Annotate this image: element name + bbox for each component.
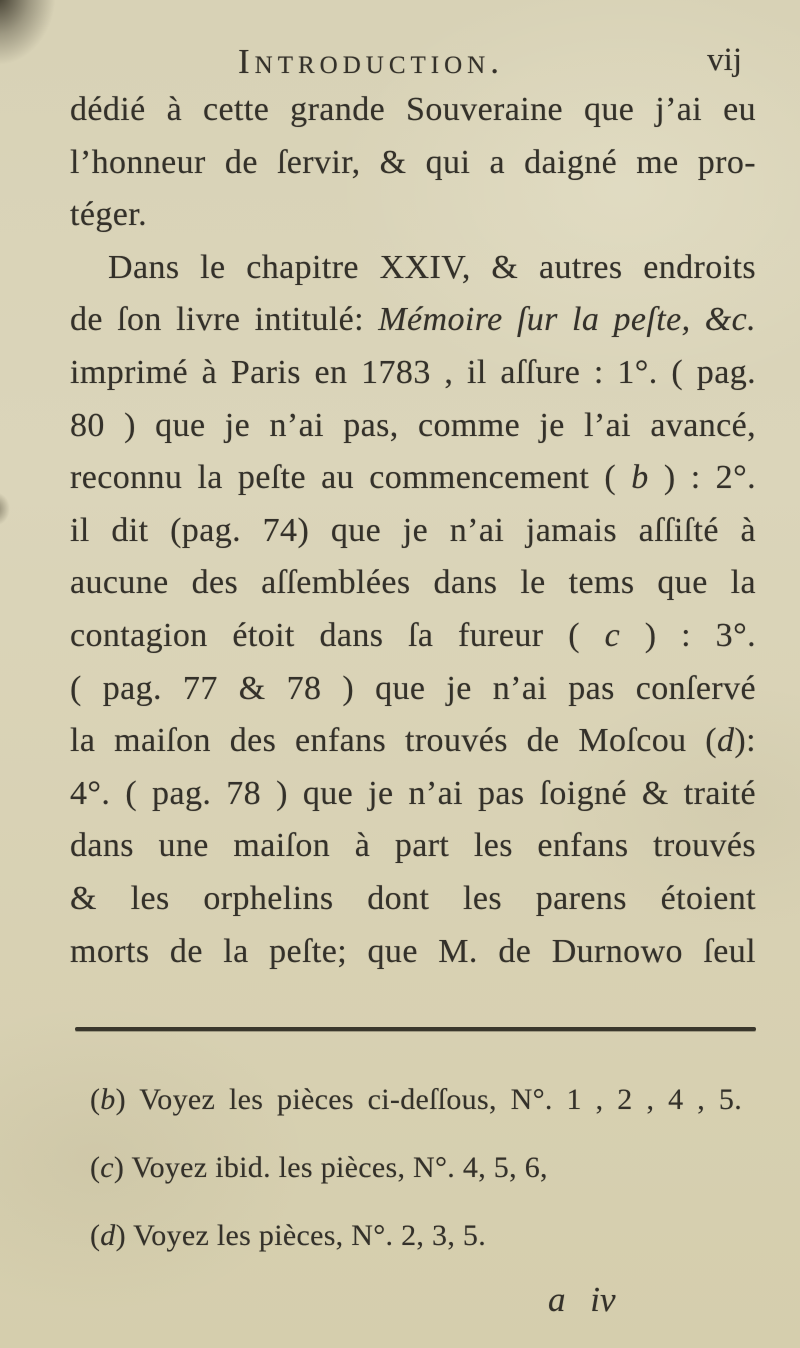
text-segment: ( pag. 77 & 78 ) que je n’ai pas conſervé [70,669,756,707]
footnotes [90,1066,742,1270]
page-header-title: Introduction. [238,42,504,81]
corner-stain [0,0,58,68]
body-line [70,242,756,295]
text-segment: aucune des aſſemblées dans le tems que la [70,564,756,602]
text-segment: il dit (pag. 74) que je n’ai jamais aſſiſté à [70,511,756,549]
italic-text-segment: b [100,1083,116,1116]
text-segment: de ſon livre intitulé: [70,301,379,339]
body-line [70,557,756,610]
text-segment: ) : 2°. [648,459,756,497]
body-line [70,768,756,821]
footnote [90,1202,742,1270]
footnote-rule [75,1027,756,1031]
body-line [70,400,756,453]
text-segment: ( [90,1083,101,1116]
body-line [70,294,756,347]
body-line [70,189,756,242]
text-segment: ) Voyez ibid. les pièces, N°. 4, 5, 6, [113,1151,548,1184]
italic-text-segment: d [717,722,735,760]
body-line [70,715,756,768]
italic-text-segment: b [631,459,649,497]
text-segment: Dans le chapitre XXIV, & autres endroits [108,248,756,286]
body-line [70,505,756,558]
italic-text-segment: c [100,1151,114,1184]
body-text [70,84,756,978]
body-line [70,84,756,137]
text-segment: 4°. ( pag. 78 ) que je n’ai pas ſoigné & traité [70,774,756,812]
text-segment: ) Voyez les pièces ci-deſſous, N°. 1 , 2 , 4 , 5. [115,1083,742,1116]
edge-stain [0,492,10,526]
body-line [70,663,756,716]
italic-text-segment: d [100,1219,116,1252]
text-segment: morts de la peſte; que M. de Durnowo ſeul [70,932,756,970]
body-line [70,873,756,926]
text-segment: dédié à cette grande Souveraine que j’ai eu [70,91,756,128]
text-segment: & les orphelins dont les parens étoient [70,879,756,917]
text-segment: l’honneur de ſervir, & qui a daigné me pro- [70,143,756,181]
text-segment: reconnu la peſte au commencement ( [70,459,632,497]
body-line [70,452,756,505]
text-segment: imprimé à Paris en 1783 , il aſſure : 1°. ( pag. [70,353,756,391]
body-line [70,820,756,873]
text-segment: la maiſon des enfans trouvés de Moſcou ( [70,722,718,760]
signature-mark: a iv [548,1280,616,1319]
italic-text-segment: c [604,616,621,654]
text-segment: contagion étoit dans ſa fureur ( [70,616,605,654]
text-segment: téger. [70,196,147,234]
text-segment: ( [90,1219,101,1252]
text-segment: 80 ) que je n’ai pas, comme je l’ai avancé, [70,406,756,444]
body-line [70,137,756,190]
body-line [70,347,756,400]
footnote [90,1066,742,1134]
text-segment: dans une maiſon à part les enfans trouvés [70,827,756,865]
text-segment: ) : 3°. [620,616,756,654]
text-segment: ( [90,1151,101,1184]
body-line [70,926,756,979]
italic-text-segment: Mémoire ſur la peſte, &c. [378,301,756,339]
text-segment: ): [734,722,756,760]
body-line [70,610,756,663]
text-segment: ) Voyez les pièces, N°. 2, 3, 5. [115,1219,487,1252]
footnote [90,1134,742,1202]
page-number: vij [707,42,742,78]
